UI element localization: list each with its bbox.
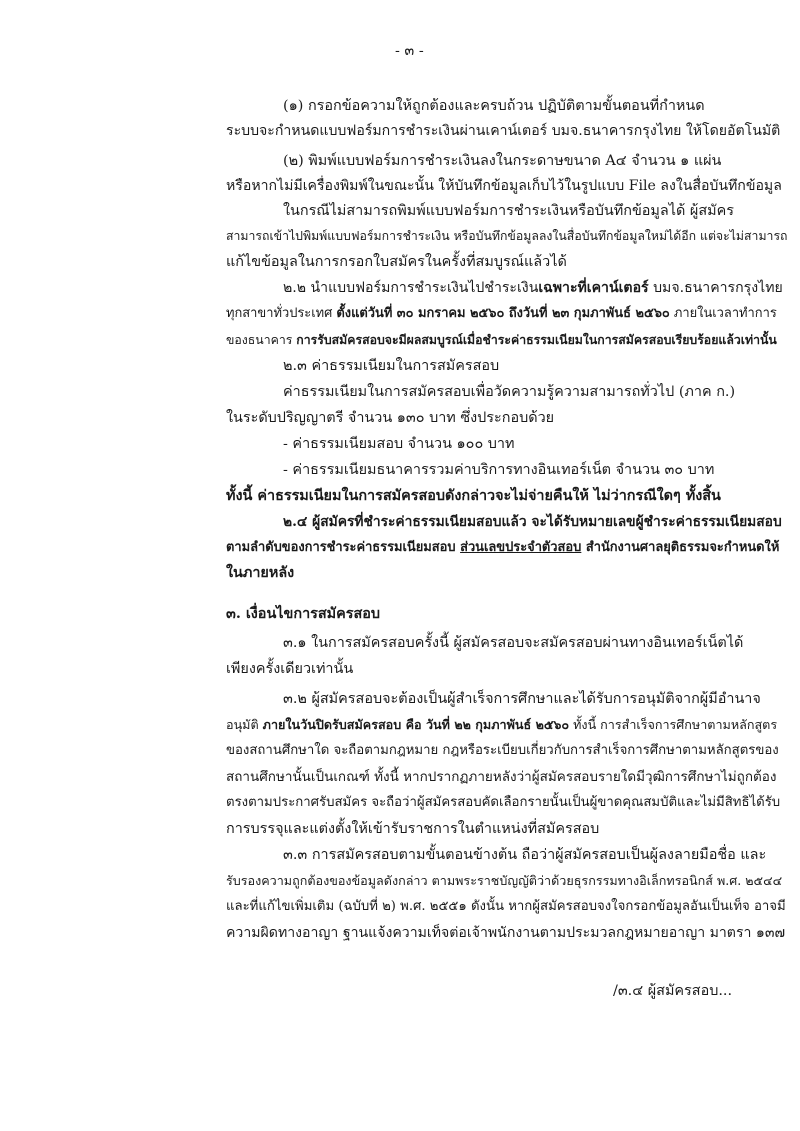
text-line: และที่แก้ไขเพิ่มเติม (ฉบับที่ ๒) พ.ศ. ๒๕๕๑ ดังนั้น หากผู้สมัครสอบจงใจกรอกข้อมูลอันเป็นเท็จ อาจมี: [226, 899, 786, 914]
text-line: รับรองความถูกต้องของข้อมูลดังกล่าว ตามพระราชบัญญัติว่าด้วยธุรกรรมทางอิเล็กทรอนิกส์ พ.ศ. ๒๕๔๔: [226, 873, 783, 888]
text-line: แก้ไขข้อมูลในการกรอกใบสมัครในครั้งที่สมบูรณ์แล้วได้: [226, 254, 567, 270]
text-run: ๒.๒ นำแบบฟอร์มการชำระเงินไปชำระเงิน: [283, 280, 539, 296]
text-run: สำนักงานศาลยุติธรรมจะกำหนดให้: [581, 540, 780, 555]
footer-continuation: /๓.๔ ผู้สมัครสอบ...: [613, 983, 733, 999]
text-line-bold: ทั้งนี้ ค่าธรรมเนียมในการสมัครสอบดังกล่าวจะไม่จ่ายคืนให้ ไม่ว่ากรณีใดๆ ทั้งสิ้น: [226, 487, 721, 504]
bold-run: เฉพาะที่เคาน์เตอร์: [538, 280, 649, 296]
text-line-bold: ๒.๔ ผู้สมัครที่ชำระค่าธรรมเนียมสอบแล้ว จะได้รับหมายเลขผู้ชำระค่าธรรมเนียมสอบ: [283, 514, 782, 530]
text-line: ๓.๒ ผู้สมัครสอบจะต้องเป็นผู้สำเร็จการศึกษาและได้รับการอนุมัติจากผู้มีอำนาจ: [283, 691, 761, 707]
text-line: [226, 714, 777, 736]
text-line: ของสถานศึกษาใด จะถือตามกฎหมาย กฎหรือระเบียบเกี่ยวกับการสำเร็จการศึกษาตามหลักสูตรของ: [226, 743, 779, 758]
text-line: สามารถเข้าไปพิมพ์แบบฟอร์มการชำระเงิน หรือบันทึกข้อมูลลงในสื่อบันทึกข้อมูลใหม่ได้อีก แต่จะไม่สามารถ: [226, 229, 788, 243]
text-line: เพียงครั้งเดียวเท่านั้น: [226, 661, 354, 677]
text-line: [226, 329, 777, 351]
text-line-bold: ในภายหลัง: [226, 564, 295, 581]
underlined-run: ส่วนเลขประจำตัวสอบ: [460, 540, 582, 555]
text-line: ๓.๑ ในการสมัครสอบครั้งนี้ ผู้สมัครสอบจะสมัครสอบผ่านทางอินเทอร์เน็ตได้: [283, 635, 744, 651]
text-run: บมจ.ธนาคารกรุงไทย: [648, 280, 783, 296]
text-line: หรือหากไม่มีเครื่องพิมพ์ในขณะนั้น ให้บันทึกข้อมูลเก็บไว้ในรูปแบบ File ลงในสื่อบันทึกข้อมูล: [226, 178, 782, 194]
text-run: ตามลำดับของการชำระค่าธรรมเนียมสอบ: [226, 540, 461, 555]
text-line-bold: [226, 537, 779, 559]
text-run: ภายในเวลาทำการ: [669, 306, 777, 321]
section-heading: ๓. เงื่อนไขการสมัครสอบ: [226, 605, 381, 622]
text-run: ทั้งนี้ การสำเร็จการศึกษาตามหลักสูตร: [569, 717, 778, 732]
text-line: สถานศึกษานั้นเป็นเกณฑ์ ทั้งนี้ หากปรากฏภายหลังว่าผู้สมัครสอบรายใดมีวุฒิการศึกษาไม่ถูกต้อง: [226, 769, 777, 785]
bold-run: ตั้งแต่วันที่ ๓๐ มกราคม ๒๕๖๐ ถึงวันที่ ๒๓ กุมภาพันธ์ ๒๕๖๐: [336, 306, 670, 321]
text-line: ในระดับปริญญาตรี จำนวน ๑๓๐ บาท ซึ่งประกอบด้วย: [226, 410, 555, 426]
text-line: - ค่าธรรมเนียมธนาคารรวมค่าบริการทางอินเทอร์เน็ต จำนวน ๓๐ บาท: [283, 462, 715, 478]
text-run: อนุมัติ: [226, 717, 263, 732]
text-line: ค่าธรรมเนียมในการสมัครสอบเพื่อวัดความรู้ความสามารถทั่วไป (ภาค ก.): [283, 384, 736, 400]
text-line: [283, 277, 783, 299]
bold-run: การรับสมัครสอบจะมีผลสมบูรณ์เมื่อชำระค่าธรรมเนียมในการสมัครสอบเรียบร้อยแล้วเท่านั้น: [296, 332, 777, 347]
text-line: ความผิดทางอาญา ฐานแจ้งความเท็จต่อเจ้าพนักงานตามประมวลกฎหมายอาญา มาตรา ๑๓๗: [226, 925, 786, 941]
text-line: - ค่าธรรมเนียมสอบ จำนวน ๑๐๐ บาท: [283, 436, 515, 452]
text-line: (๑) กรอกข้อความให้ถูกต้องและครบถ้วน ปฏิบัติตามขั้นตอนที่กำหนด: [283, 98, 705, 114]
text-line: ๓.๓ การสมัครสอบตามขั้นตอนข้างต้น ถือว่าผู้สมัครสอบเป็นผู้ลงลายมือชื่อ และ: [283, 847, 767, 863]
text-line: [226, 303, 777, 325]
bold-run: ภายในวันปิดรับสมัครสอบ คือ วันที่ ๒๒ กุมภาพันธ์ ๒๕๖๐: [262, 717, 570, 732]
page-number: - ๓ -: [395, 43, 424, 59]
text-run: ทุกสาขาทั่วประเทศ: [226, 306, 337, 321]
text-line: การบรรจุและแต่งตั้งให้เข้ารับราชการในตำแหน่งที่สมัครสอบ: [226, 821, 600, 837]
text-line: ในกรณีไม่สามารถพิมพ์แบบฟอร์มการชำระเงินหรือบันทึกข้อมูลได้ ผู้สมัคร: [283, 203, 734, 219]
text-line: ระบบจะกำหนดแบบฟอร์มการชำระเงินผ่านเคาน์เตอร์ บมจ.ธนาคารกรุงไทย ให้โดยอัตโนมัติ: [226, 123, 781, 139]
text-line: (๒) พิมพ์แบบฟอร์มการชำระเงินลงในกระดาษขนาด A๔ จำนวน ๑ แผ่น: [283, 153, 722, 169]
text-run: ของธนาคาร: [226, 333, 297, 347]
text-line: ๒.๓ ค่าธรรมเนียมในการสมัครสอบ: [283, 358, 500, 374]
text-line: ตรงตามประกาศรับสมัคร จะถือว่าผู้สมัครสอบคัดเลือกรายนั้นเป็นผู้ขาดคุณสมบัติและไม่มีสิทธิได้รับ: [226, 795, 781, 810]
